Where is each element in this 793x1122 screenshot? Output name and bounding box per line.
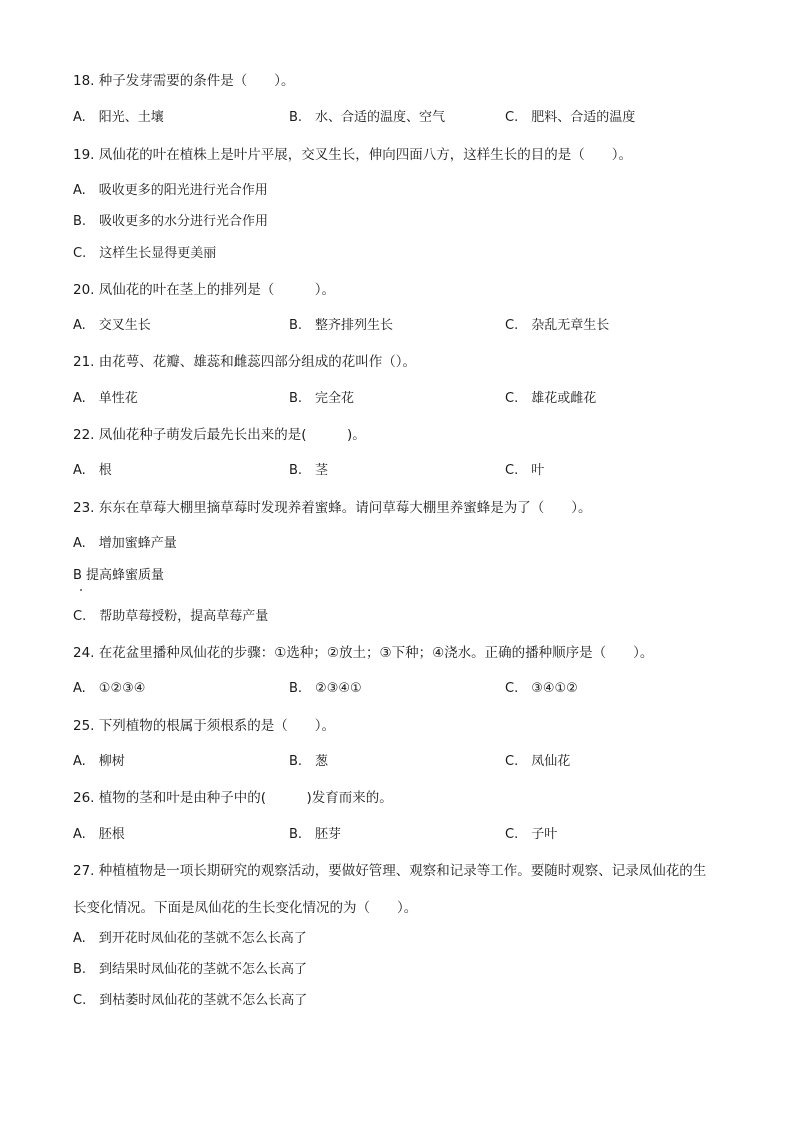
question-24-option-c: C. ③④①② bbox=[505, 681, 578, 696]
question-24-option-a: A. ①②③④ bbox=[73, 681, 146, 696]
question-18-option-b: B. 水、合适的温度、空气 bbox=[289, 110, 446, 125]
question-24-stem: 24. 在花盆里播种凤仙花的步骤：①选种；②放土；③下种；④浇水。正确的播种顺序是（ ）。 bbox=[73, 645, 654, 661]
question-23-option-c: C. 帮助草莓授粉，提高草莓产量 bbox=[73, 609, 269, 624]
question-20-option-c: C. 杂乱无章生长 bbox=[505, 318, 610, 333]
question-20-stem: 20. 凤仙花的叶在茎上的排列是（ ）。 bbox=[73, 282, 336, 298]
question-21-stem: 21. 由花萼、花瓣、雄蕊和雌蕊四部分组成的花叫作（）。 bbox=[73, 354, 417, 370]
question-27-option-b: B. 到结果时凤仙花的茎就不怎么长高了 bbox=[73, 962, 308, 977]
question-19-option-a: A. 吸收更多的阳光进行光合作用 bbox=[73, 183, 268, 198]
question-25-option-c: C. 凤仙花 bbox=[505, 754, 571, 769]
question-22-stem: 22. 凤仙花种子萌发后最先长出来的是( )。 bbox=[73, 427, 366, 443]
question-23-option-a: A. 增加蜜蜂产量 bbox=[73, 536, 177, 551]
question-23-stem: 23. 东东在草莓大棚里摘草莓时发现养着蜜蜂。请问草莓大棚里养蜜蜂是为了（ ）。 bbox=[73, 500, 592, 516]
stray-mark bbox=[80, 589, 82, 591]
question-26-stem: 26. 植物的茎和叶是由种子中的( )发育而来的。 bbox=[73, 790, 393, 806]
question-18-option-c: C. 肥料、合适的温度 bbox=[505, 110, 636, 125]
question-21-option-b: B. 完全花 bbox=[289, 391, 355, 406]
question-25-option-b: B. 葱 bbox=[289, 754, 329, 769]
question-21-option-a: A. 单性花 bbox=[73, 391, 138, 406]
question-23-option-b: B 提高蜂蜜质量 bbox=[73, 568, 165, 583]
question-19-option-b: B. 吸收更多的水分进行光合作用 bbox=[73, 214, 269, 229]
question-26-option-a: A. 胚根 bbox=[73, 827, 125, 842]
question-18-option-a: A. 阳光、土壤 bbox=[73, 110, 164, 125]
question-20-option-a: A. 交叉生长 bbox=[73, 318, 151, 333]
question-19-stem: 19. 凤仙花的叶在植株上是叶片平展，交叉生长，伸向四面八方，这样生长的目的是（ ）。 bbox=[73, 147, 633, 163]
question-27-stem-continued: 长变化情况。下面是凤仙花的生长变化情况的为（ ）。 bbox=[73, 900, 418, 916]
question-22-option-b: B. 茎 bbox=[289, 463, 329, 478]
question-26-option-c: C. 子叶 bbox=[505, 827, 558, 842]
question-21-option-c: C. 雄花或雌花 bbox=[505, 391, 597, 406]
question-19-option-c: C. 这样生长显得更美丽 bbox=[73, 246, 217, 261]
question-25-option-a: A. 柳树 bbox=[73, 754, 125, 769]
question-27-option-a: A. 到开花时凤仙花的茎就不怎么长高了 bbox=[73, 931, 307, 946]
question-27-stem: 27. 种植植物是一项长期研究的观察活动，要做好管理、观察和记录等工作。要随时观察、记录凤仙花的生 bbox=[73, 863, 707, 879]
question-26-option-b: B. 胚芽 bbox=[289, 827, 342, 842]
question-22-option-a: A. 根 bbox=[73, 463, 112, 478]
question-22-option-c: C. 叶 bbox=[505, 463, 545, 478]
question-20-option-b: B. 整齐排列生长 bbox=[289, 318, 394, 333]
question-18-stem: 18. 种子发芽需要的条件是（ ）。 bbox=[73, 73, 295, 89]
question-24-option-b: B. ②③④① bbox=[289, 681, 362, 696]
question-25-stem: 25. 下列植物的根属于须根系的是（ ）。 bbox=[73, 718, 336, 734]
question-27-option-c: C. 到枯萎时凤仙花的茎就不怎么长高了 bbox=[73, 993, 308, 1008]
